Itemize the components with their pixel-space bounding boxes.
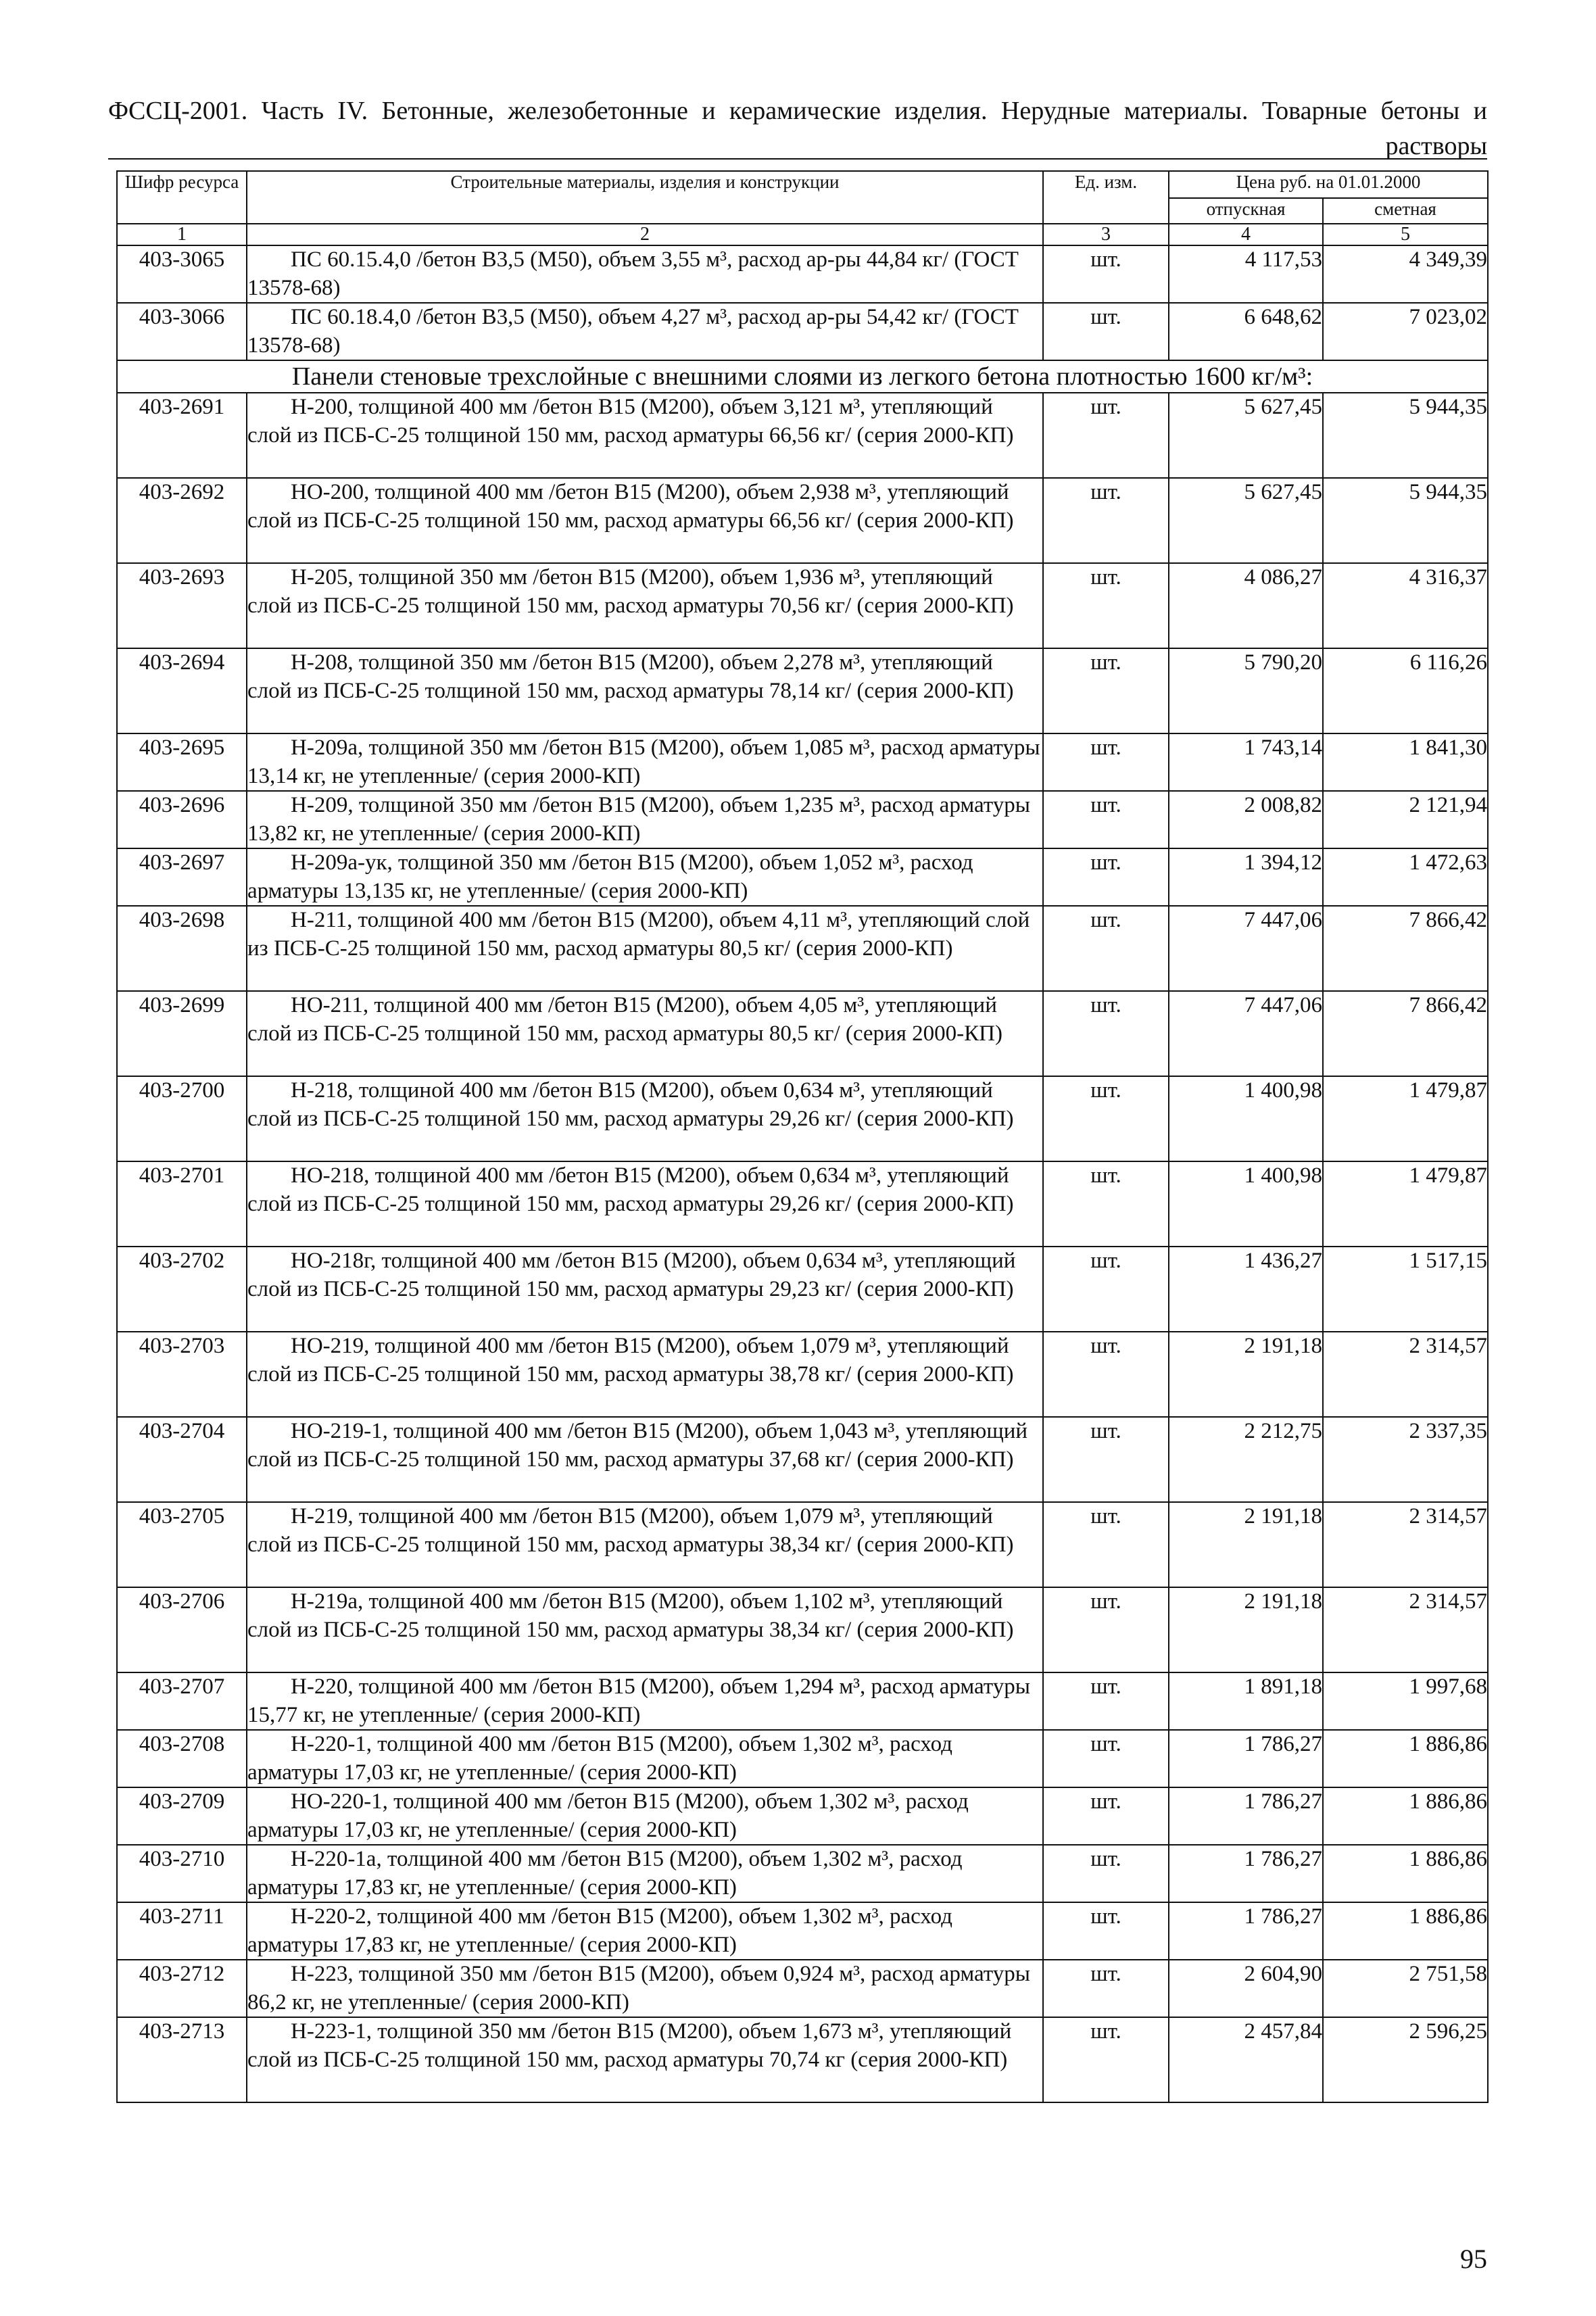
price-release: 1 786,27 <box>1169 1730 1323 1787</box>
unit-of-measure: шт. <box>1043 791 1169 848</box>
price-estimate: 7 023,02 <box>1323 303 1488 360</box>
material-description: Н-200, толщиной 400 мм /бетон В15 (М200), объем 3,121 м³, утепляющий слой из ПСБ-С-25 толщиной 150 мм, расход арматуры 66,56 кг/ (серия 2000-КП) <box>247 393 1043 478</box>
price-release: 2 212,75 <box>1169 1417 1323 1502</box>
table-row <box>117 1587 1488 1672</box>
price-estimate: 1 886,86 <box>1323 1845 1488 1902</box>
header-description: Строительные материалы, изделия и конструкции <box>247 171 1043 224</box>
table-row <box>117 1960 1488 2017</box>
price-release: 1 786,27 <box>1169 1787 1323 1845</box>
resource-code: 403-2699 <box>117 991 247 1076</box>
title-underline <box>108 158 1487 160</box>
unit-of-measure: шт. <box>1043 393 1169 478</box>
header-price-estimate: сметная <box>1323 198 1488 224</box>
unit-of-measure: шт. <box>1043 563 1169 648</box>
price-estimate: 1 479,87 <box>1323 1076 1488 1161</box>
table-row <box>117 1902 1488 1960</box>
price-estimate: 2 751,58 <box>1323 1960 1488 2017</box>
price-release: 2 191,18 <box>1169 1502 1323 1587</box>
price-estimate: 1 472,63 <box>1323 848 1488 906</box>
unit-of-measure: шт. <box>1043 1960 1169 2017</box>
price-release: 2 008,82 <box>1169 791 1323 848</box>
resource-code: 403-2697 <box>117 848 247 906</box>
unit-of-measure: шт. <box>1043 1417 1169 1502</box>
unit-of-measure: шт. <box>1043 906 1169 991</box>
price-release: 4 117,53 <box>1169 245 1323 303</box>
resource-code: 403-2692 <box>117 478 247 563</box>
resource-code: 403-2701 <box>117 1161 247 1247</box>
table-body-main <box>117 393 1488 2102</box>
price-release: 1 786,27 <box>1169 1902 1323 1960</box>
price-release: 7 447,06 <box>1169 991 1323 1076</box>
price-estimate: 7 866,42 <box>1323 991 1488 1076</box>
price-estimate: 4 316,37 <box>1323 563 1488 648</box>
price-release: 1 436,27 <box>1169 1247 1323 1332</box>
unit-of-measure: шт. <box>1043 303 1169 360</box>
price-table <box>116 170 1489 2103</box>
price-release: 2 191,18 <box>1169 1587 1323 1672</box>
material-description: Н-209, толщиной 350 мм /бетон В15 (М200), объем 1,235 м³, расход арматуры 13,82 кг, не утепленные/ (серия 2000-КП) <box>247 791 1043 848</box>
column-number: 5 <box>1323 224 1488 245</box>
table-row <box>117 1730 1488 1787</box>
header-unit: Ед. изм. <box>1043 171 1169 224</box>
price-release: 1 786,27 <box>1169 1845 1323 1902</box>
table-row <box>117 1332 1488 1417</box>
table-row <box>117 991 1488 1076</box>
price-release: 5 627,45 <box>1169 478 1323 563</box>
price-estimate: 1 517,15 <box>1323 1247 1488 1332</box>
unit-of-measure: шт. <box>1043 848 1169 906</box>
page-title: ФССЦ-2001. Часть IV. Бетонные, железобетонные и керамические изделия. Нерудные материалы. Товарные бетоны и растворы <box>108 97 1487 160</box>
unit-of-measure: шт. <box>1043 1076 1169 1161</box>
price-release: 2 191,18 <box>1169 1332 1323 1417</box>
price-estimate: 1 841,30 <box>1323 733 1488 791</box>
material-description: Н-223, толщиной 350 мм /бетон В15 (М200), объем 0,924 м³, расход арматуры 86,2 кг, не утепленные/ (серия 2000-КП) <box>247 1960 1043 2017</box>
material-description: Н-220, толщиной 400 мм /бетон В15 (М200), объем 1,294 м³, расход арматуры 15,77 кг, не утепленные/ (серия 2000-КП) <box>247 1672 1043 1730</box>
unit-of-measure: шт. <box>1043 2017 1169 2102</box>
price-estimate: 2 314,57 <box>1323 1502 1488 1587</box>
resource-code: 403-2695 <box>117 733 247 791</box>
column-number: 1 <box>117 224 247 245</box>
material-description: ПС 60.18.4,0 /бетон В3,5 (М50), объем 4,27 м³, расход ар-ры 54,42 кг/ (ГОСТ 13578-68) <box>247 303 1043 360</box>
material-description: ПС 60.15.4,0 /бетон В3,5 (М50), объем 3,55 м³, расход ар-ры 44,84 кг/ (ГОСТ 13578-68) <box>247 245 1043 303</box>
price-release: 1 400,98 <box>1169 1161 1323 1247</box>
resource-code: 403-2704 <box>117 1417 247 1502</box>
price-estimate: 2 596,25 <box>1323 2017 1488 2102</box>
unit-of-measure: шт. <box>1043 1161 1169 1247</box>
material-description: Н-209а-ук, толщиной 350 мм /бетон В15 (М200), объем 1,052 м³, расход арматуры 13,135 кг, не утепленные/ (серия 2000-КП) <box>247 848 1043 906</box>
table-row <box>117 393 1488 478</box>
table-row <box>117 1076 1488 1161</box>
price-release: 5 790,20 <box>1169 648 1323 733</box>
material-description: НО-200, толщиной 400 мм /бетон В15 (М200), объем 2,938 м³, утепляющий слой из ПСБ-С-25 толщиной 150 мм, расход арматуры 66,56 кг/ (серия 2000-КП) <box>247 478 1043 563</box>
section-title: Панели стеновые трехслойные с внешними слоями из легкого бетона плотностью 1600 кг/м³: <box>117 360 1488 393</box>
price-release: 6 648,62 <box>1169 303 1323 360</box>
material-description: Н-219, толщиной 400 мм /бетон В15 (М200), объем 1,079 м³, утепляющий слой из ПСБ-С-25 толщиной 150 мм, расход арматуры 38,34 кг/ (серия 2000-КП) <box>247 1502 1043 1587</box>
resource-code: 403-2693 <box>117 563 247 648</box>
material-description: НО-218г, толщиной 400 мм /бетон В15 (М200), объем 0,634 м³, утепляющий слой из ПСБ-С-25 толщиной 150 мм, расход арматуры 29,23 кг/ (серия 2000-КП) <box>247 1247 1043 1332</box>
price-release: 2 457,84 <box>1169 2017 1323 2102</box>
material-description: Н-220-1а, толщиной 400 мм /бетон В15 (М200), объем 1,302 м³, расход арматуры 17,83 кг, не утепленные/ (серия 2000-КП) <box>247 1845 1043 1902</box>
table-row <box>117 563 1488 648</box>
table-row <box>117 906 1488 991</box>
price-estimate: 2 314,57 <box>1323 1332 1488 1417</box>
resource-code: 403-2702 <box>117 1247 247 1332</box>
resource-code: 403-2706 <box>117 1587 247 1672</box>
resource-code: 403-2708 <box>117 1730 247 1787</box>
price-release: 4 086,27 <box>1169 563 1323 648</box>
price-release: 1 743,14 <box>1169 733 1323 791</box>
table-row <box>117 1417 1488 1502</box>
material-description: Н-220-2, толщиной 400 мм /бетон В15 (М200), объем 1,302 м³, расход арматуры 17,83 кг, не утепленные/ (серия 2000-КП) <box>247 1902 1043 1960</box>
unit-of-measure: шт. <box>1043 1730 1169 1787</box>
resource-code: 403-2709 <box>117 1787 247 1845</box>
resource-code: 403-2696 <box>117 791 247 848</box>
material-description: НО-218, толщиной 400 мм /бетон В15 (М200), объем 0,634 м³, утепляющий слой из ПСБ-С-25 толщиной 150 мм, расход арматуры 29,26 кг/ (серия 2000-КП) <box>247 1161 1043 1247</box>
material-description: Н-205, толщиной 350 мм /бетон В15 (М200), объем 1,936 м³, утепляющий слой из ПСБ-С-25 толщиной 150 мм, расход арматуры 70,56 кг/ (серия 2000-КП) <box>247 563 1043 648</box>
table-row <box>117 1502 1488 1587</box>
material-description: Н-208, толщиной 350 мм /бетон В15 (М200), объем 2,278 м³, утепляющий слой из ПСБ-С-25 толщиной 150 мм, расход арматуры 78,14 кг/ (серия 2000-КП) <box>247 648 1043 733</box>
unit-of-measure: шт. <box>1043 1787 1169 1845</box>
table-row <box>117 1247 1488 1332</box>
price-estimate: 7 866,42 <box>1323 906 1488 991</box>
price-estimate: 2 314,57 <box>1323 1587 1488 1672</box>
resource-code: 403-2694 <box>117 648 247 733</box>
resource-code: 403-2711 <box>117 1902 247 1960</box>
table-row <box>117 2017 1488 2102</box>
unit-of-measure: шт. <box>1043 245 1169 303</box>
resource-code: 403-2698 <box>117 906 247 991</box>
unit-of-measure: шт. <box>1043 1845 1169 1902</box>
unit-of-measure: шт. <box>1043 478 1169 563</box>
table-header <box>117 171 1488 245</box>
price-estimate: 1 886,86 <box>1323 1902 1488 1960</box>
material-description: Н-209а, толщиной 350 мм /бетон В15 (М200), объем 1,085 м³, расход арматуры 13,14 кг, не утепленные/ (серия 2000-КП) <box>247 733 1043 791</box>
unit-of-measure: шт. <box>1043 1502 1169 1587</box>
material-description: Н-218, толщиной 400 мм /бетон В15 (М200), объем 0,634 м³, утепляющий слой из ПСБ-С-25 толщиной 150 мм, расход арматуры 29,26 кг/ (серия 2000-КП) <box>247 1076 1043 1161</box>
price-estimate: 2 337,35 <box>1323 1417 1488 1502</box>
unit-of-measure: шт. <box>1043 991 1169 1076</box>
table-row <box>117 733 1488 791</box>
price-estimate: 6 116,26 <box>1323 648 1488 733</box>
table-row <box>117 1161 1488 1247</box>
column-number: 2 <box>247 224 1043 245</box>
material-description: НО-219, толщиной 400 мм /бетон В15 (М200), объем 1,079 м³, утепляющий слой из ПСБ-С-25 толщиной 150 мм, расход арматуры 38,78 кг/ (серия 2000-КП) <box>247 1332 1043 1417</box>
price-estimate: 1 479,87 <box>1323 1161 1488 1247</box>
unit-of-measure: шт. <box>1043 648 1169 733</box>
unit-of-measure: шт. <box>1043 1902 1169 1960</box>
material-description: Н-211, толщиной 400 мм /бетон В15 (М200), объем 4,11 м³, утепляющий слой из ПСБ-С-25 толщиной 150 мм, расход арматуры 80,5 кг/ (серия 2000-КП) <box>247 906 1043 991</box>
column-number: 4 <box>1169 224 1323 245</box>
material-description: НО-211, толщиной 400 мм /бетон В15 (М200), объем 4,05 м³, утепляющий слой из ПСБ-С-25 толщиной 150 мм, расход арматуры 80,5 кг/ (серия 2000-КП) <box>247 991 1043 1076</box>
column-number: 3 <box>1043 224 1169 245</box>
price-release: 5 627,45 <box>1169 393 1323 478</box>
table-row <box>117 1787 1488 1845</box>
header-price: Цена руб. на 01.01.2000 <box>1169 171 1488 198</box>
table-row <box>117 648 1488 733</box>
header-price-release: отпускная <box>1169 198 1323 224</box>
material-description: Н-223-1, толщиной 350 мм /бетон В15 (М200), объем 1,673 м³, утепляющий слой из ПСБ-С-25 толщиной 150 мм, расход арматуры 70,74 кг (серия 2000-КП) <box>247 2017 1043 2102</box>
unit-of-measure: шт. <box>1043 1247 1169 1332</box>
page-number: 95 <box>1460 2244 1487 2274</box>
section-body <box>117 360 1488 393</box>
resource-code: 403-2700 <box>117 1076 247 1161</box>
material-description: НО-219-1, толщиной 400 мм /бетон В15 (М200), объем 1,043 м³, утепляющий слой из ПСБ-С-25 толщиной 150 мм, расход арматуры 37,68 кг/ (серия 2000-КП) <box>247 1417 1043 1502</box>
price-release: 7 447,06 <box>1169 906 1323 991</box>
unit-of-measure: шт. <box>1043 733 1169 791</box>
table-row <box>117 1845 1488 1902</box>
price-estimate: 1 997,68 <box>1323 1672 1488 1730</box>
resource-code: 403-2712 <box>117 1960 247 2017</box>
price-estimate: 5 944,35 <box>1323 393 1488 478</box>
material-description: Н-220-1, толщиной 400 мм /бетон В15 (М200), объем 1,302 м³, расход арматуры 17,03 кг, не утепленные/ (серия 2000-КП) <box>247 1730 1043 1787</box>
price-release: 2 604,90 <box>1169 1960 1323 2017</box>
material-description: НО-220-1, толщиной 400 мм /бетон В15 (М200), объем 1,302 м³, расход арматуры 17,03 кг, не утепленные/ (серия 2000-КП) <box>247 1787 1043 1845</box>
price-estimate: 5 944,35 <box>1323 478 1488 563</box>
table-row <box>117 245 1488 303</box>
resource-code: 403-2705 <box>117 1502 247 1587</box>
resource-code: 403-2707 <box>117 1672 247 1730</box>
material-description: Н-219а, толщиной 400 мм /бетон В15 (М200), объем 1,102 м³, утепляющий слой из ПСБ-С-25 толщиной 150 мм, расход арматуры 38,34 кг/ (серия 2000-КП) <box>247 1587 1043 1672</box>
table-body-top <box>117 245 1488 360</box>
resource-code: 403-2713 <box>117 2017 247 2102</box>
price-estimate: 1 886,86 <box>1323 1730 1488 1787</box>
resource-code: 403-2703 <box>117 1332 247 1417</box>
resource-code: 403-3065 <box>117 245 247 303</box>
resource-code: 403-2691 <box>117 393 247 478</box>
unit-of-measure: шт. <box>1043 1587 1169 1672</box>
price-release: 1 400,98 <box>1169 1076 1323 1161</box>
resource-code: 403-2710 <box>117 1845 247 1902</box>
header-code: Шифр ресурса <box>117 171 247 224</box>
table-row <box>117 303 1488 360</box>
table-row <box>117 478 1488 563</box>
price-estimate: 2 121,94 <box>1323 791 1488 848</box>
unit-of-measure: шт. <box>1043 1332 1169 1417</box>
price-estimate: 1 886,86 <box>1323 1787 1488 1845</box>
table-row <box>117 1672 1488 1730</box>
price-estimate: 4 349,39 <box>1323 245 1488 303</box>
table-row <box>117 848 1488 906</box>
price-release: 1 394,12 <box>1169 848 1323 906</box>
table-row <box>117 791 1488 848</box>
unit-of-measure: шт. <box>1043 1672 1169 1730</box>
resource-code: 403-3066 <box>117 303 247 360</box>
price-release: 1 891,18 <box>1169 1672 1323 1730</box>
